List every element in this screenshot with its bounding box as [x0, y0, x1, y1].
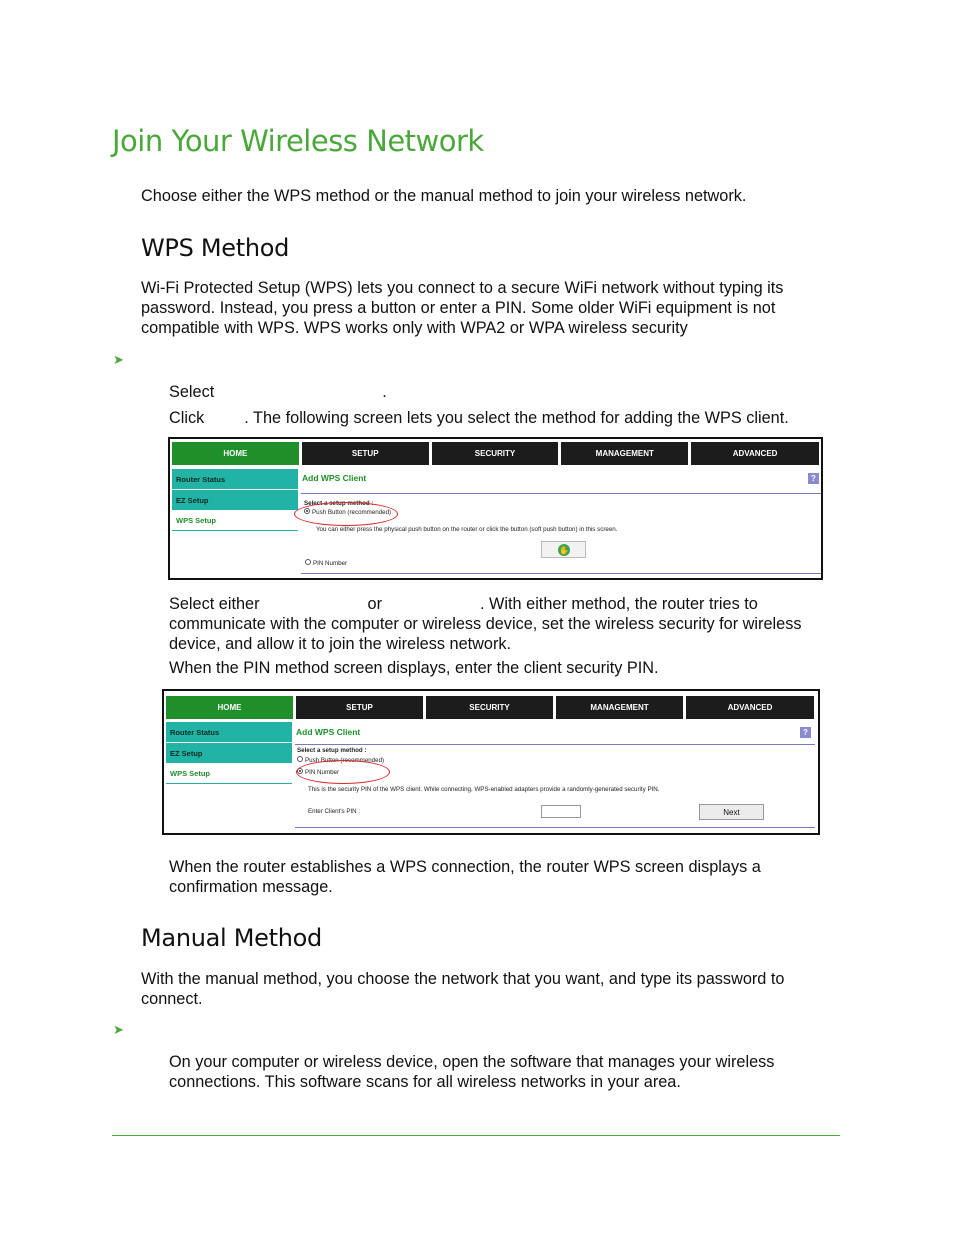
- footer-rule: [112, 1135, 840, 1136]
- divider: [301, 493, 821, 494]
- client-pin-input[interactable]: [541, 805, 581, 818]
- nav-setup[interactable]: SETUP: [296, 696, 423, 719]
- pin-hint: This is the security PIN of the WPS client. While connecting, WPS-enabled adapters provide a randomly-generated security PIN.: [308, 786, 660, 793]
- nav-home[interactable]: HOME: [172, 442, 299, 465]
- next-button[interactable]: Next: [699, 804, 764, 820]
- sidebar-item-ez-setup[interactable]: EZ Setup: [172, 490, 298, 510]
- router-nav-bar: [166, 696, 814, 719]
- panel-title: Add WPS Client: [302, 473, 367, 483]
- pin-option-label: PIN Number: [305, 769, 340, 776]
- push-button-option-label: Push Button (recommended): [305, 757, 385, 764]
- manual-description: With the manual method, you choose the network that you want, and type its password to connect.: [141, 970, 785, 1008]
- sidebar-item-wps-setup[interactable]: WPS Setup: [172, 511, 298, 531]
- divider: [295, 827, 815, 828]
- wps-heading: WPS Method: [141, 234, 290, 262]
- pin-option-label: PIN Number: [313, 560, 348, 567]
- highlight-oval: [294, 502, 398, 526]
- wps-description: Wi-Fi Protected Setup (WPS) lets you connect to a secure WiFi network without typing its password. Instead, you press a button or enter a PIN. Some older WiFi equipment is not compatible with WPS. WPS works only with WPA2 or WPA wireless security: [141, 279, 784, 337]
- soft-push-button[interactable]: [541, 541, 586, 558]
- highlight-oval: [296, 760, 390, 784]
- radio-pin-number[interactable]: [305, 559, 311, 565]
- nav-security[interactable]: SECURITY: [426, 696, 553, 719]
- step-click-rest: . The following screen lets you select the method for adding the WPS client.: [244, 409, 789, 427]
- divider: [301, 573, 821, 574]
- pin-option[interactable]: [305, 560, 347, 567]
- select-either-text: [169, 594, 849, 654]
- manual-heading: Manual Method: [141, 924, 322, 952]
- divider: [295, 744, 815, 745]
- arrow-bullet-icon: ➤: [113, 352, 124, 367]
- help-icon[interactable]: ?: [808, 473, 819, 484]
- nav-setup[interactable]: SETUP: [302, 442, 429, 465]
- step-select: [169, 382, 387, 402]
- step-click-label: Click: [169, 409, 205, 427]
- page-title: Join Your Wireless Network: [112, 124, 484, 158]
- step-click: [169, 408, 849, 428]
- nav-home[interactable]: HOME: [166, 696, 293, 719]
- intro-text: Choose either the WPS method or the manual method to join your wireless network.: [141, 187, 747, 205]
- router-sidebar: [172, 469, 298, 532]
- manual-step1: On your computer or wireless device, open the software that manages your wireless connections. This software scans for all wireless networks in your area.: [169, 1053, 775, 1091]
- sidebar-item-wps-setup[interactable]: WPS Setup: [166, 764, 292, 784]
- nav-management[interactable]: MANAGEMENT: [561, 442, 688, 465]
- push-hint: You can either press the physical push button on the router or click the button (soft push button) in this screen.: [316, 526, 618, 533]
- help-icon[interactable]: ?: [800, 727, 811, 738]
- nav-advanced[interactable]: ADVANCED: [686, 696, 814, 719]
- sidebar-item-ez-setup[interactable]: EZ Setup: [166, 743, 292, 763]
- select-rest: . With either method, the router tries to communicate with the computer or wireless device, set the wireless security for wireless device, and allow it to join the wireless network.: [169, 595, 802, 653]
- sidebar-item-router-status[interactable]: Router Status: [166, 722, 292, 742]
- setup-method-label: Select a setup method :: [304, 500, 374, 507]
- arrow-bullet-icon: ➤: [113, 1022, 124, 1037]
- router-sidebar: [166, 722, 292, 785]
- select-either-label: Select either: [169, 595, 260, 613]
- radio-push-button[interactable]: [297, 756, 303, 762]
- step-select-end: .: [382, 383, 387, 401]
- router-nav-bar: [172, 442, 819, 465]
- wps-push-icon: ✋: [559, 545, 569, 555]
- enter-pin-label: Enter Client's PIN :: [308, 808, 361, 815]
- established-text: When the router establishes a WPS connection, the router WPS screen displays a confirmation message.: [169, 858, 761, 896]
- panel-title: Add WPS Client: [296, 727, 361, 737]
- setup-method-label: Select a setup method :: [297, 747, 367, 754]
- nav-advanced[interactable]: ADVANCED: [691, 442, 819, 465]
- sidebar-item-router-status[interactable]: Router Status: [172, 469, 298, 489]
- nav-security[interactable]: SECURITY: [432, 442, 559, 465]
- pin-screen-text: When the PIN method screen displays, enter the client security PIN.: [169, 659, 659, 677]
- push-button-option-label: Push Button (recommended): [312, 509, 392, 516]
- select-or-label: or: [367, 595, 382, 613]
- wps-push-button-screenshot: [168, 437, 823, 580]
- nav-management[interactable]: MANAGEMENT: [556, 696, 683, 719]
- step-select-label: Select: [169, 383, 215, 401]
- wps-pin-screenshot: [162, 689, 820, 835]
